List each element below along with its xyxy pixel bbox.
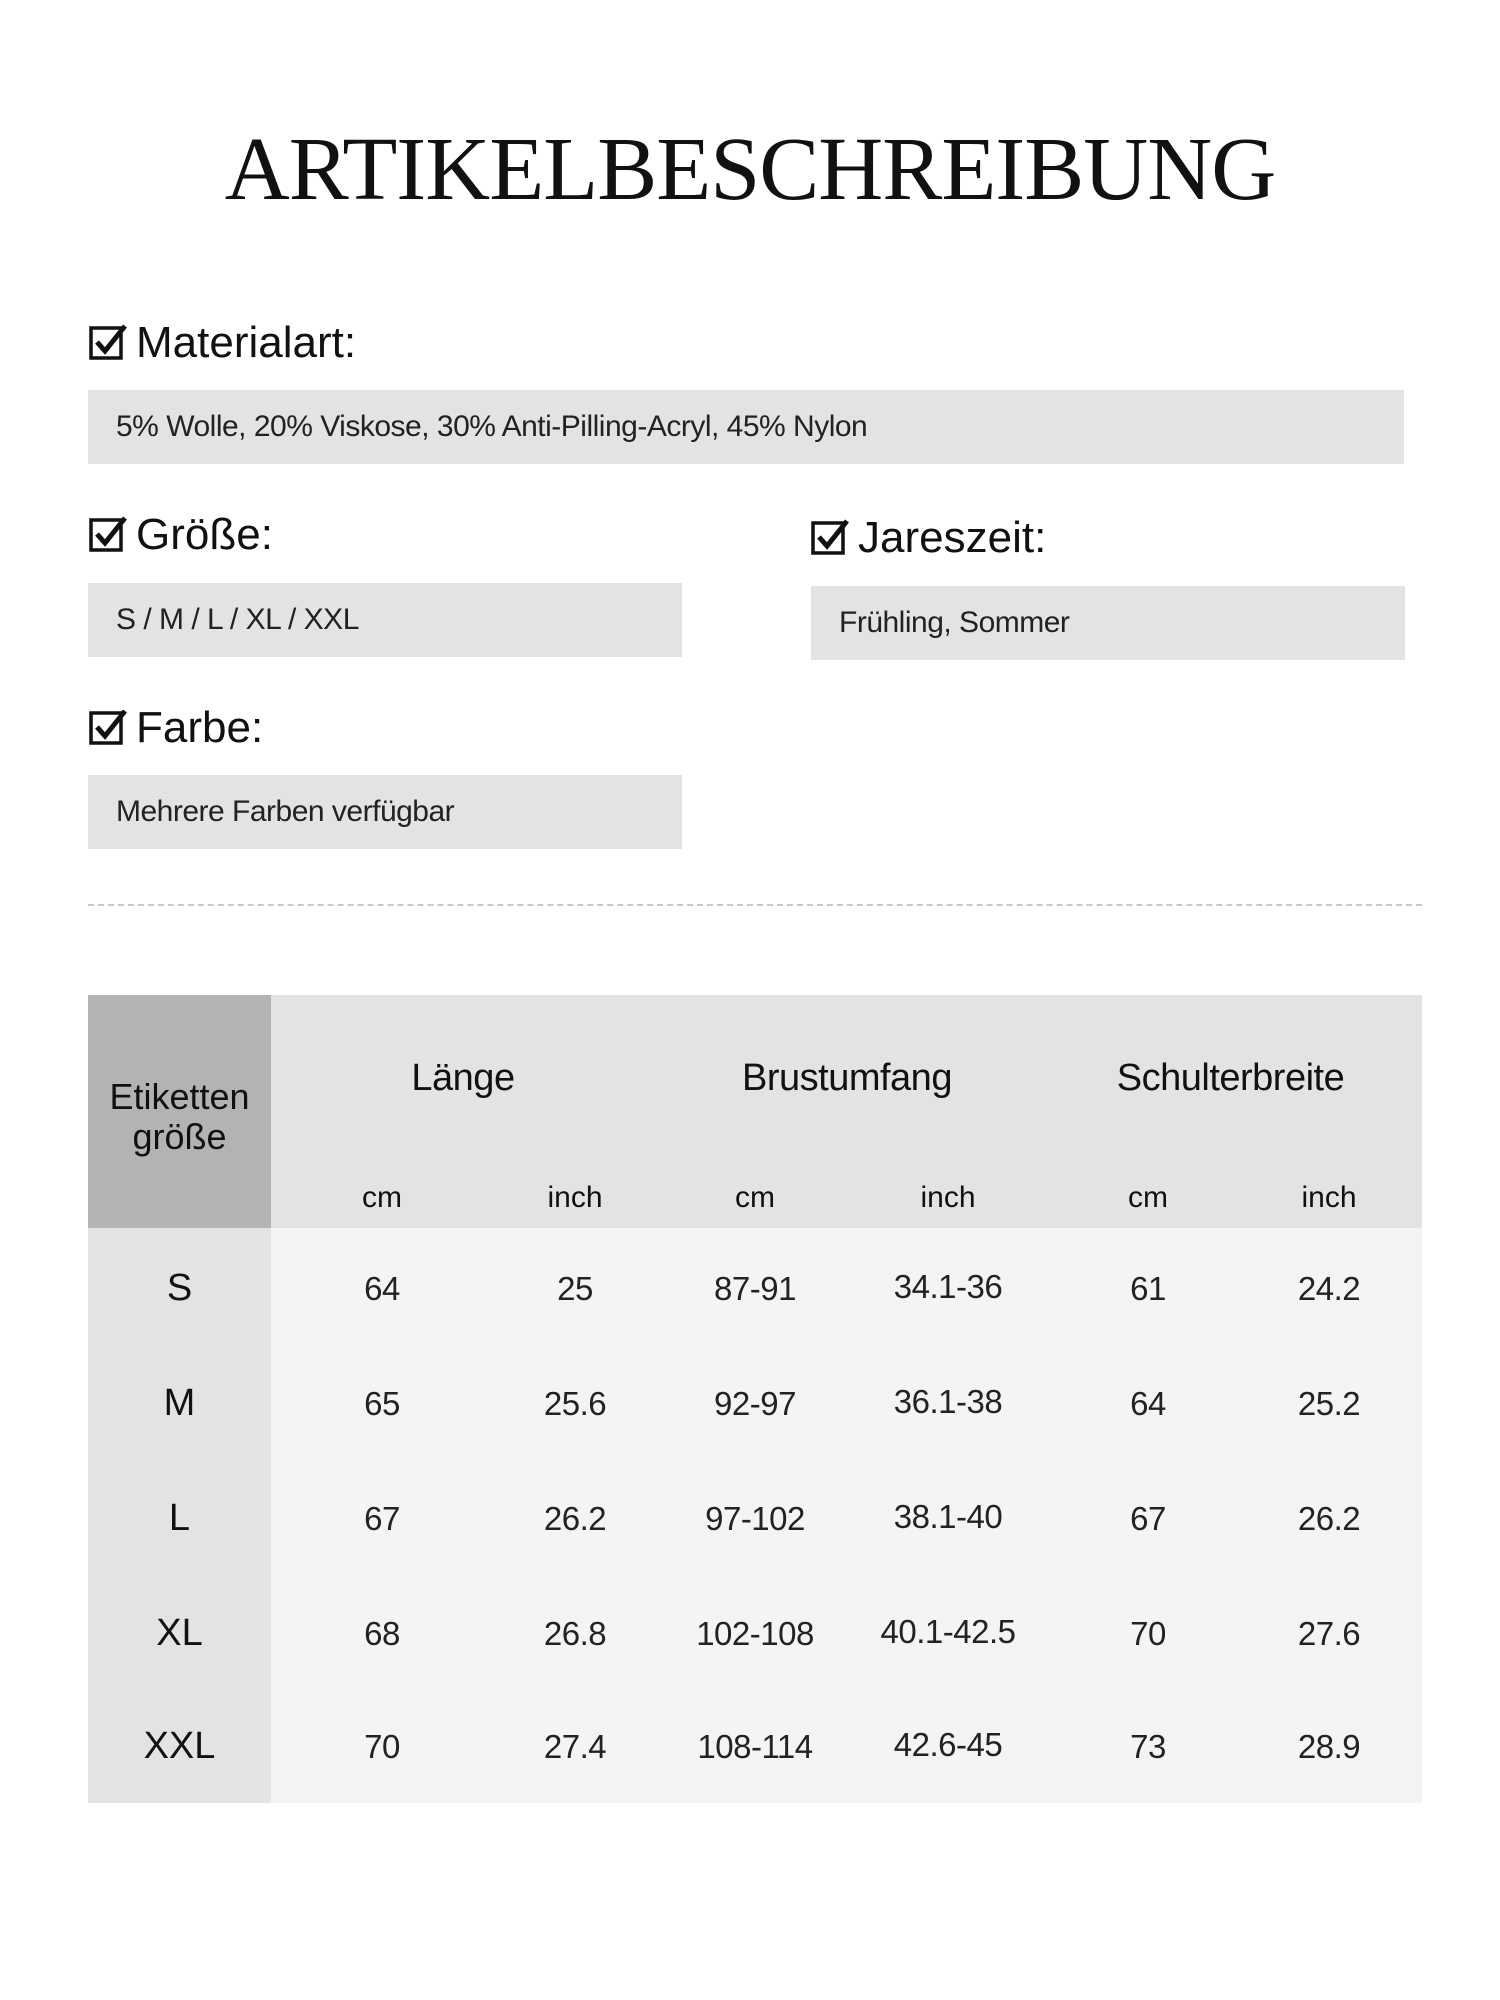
size-table [88,995,1422,1803]
table-cell: 65 [364,1385,400,1422]
table-cell: 64 [364,1270,400,1307]
table-cell: 42.6-45 [893,1726,1003,1763]
checkbox-checked-icon [88,323,128,363]
table-cell: 97-102 [705,1500,805,1537]
size-label-header [88,995,271,1228]
table-cell: 26.2 [543,1500,607,1537]
table-cell: 27.4 [543,1728,607,1765]
row-label: S [166,1267,193,1309]
unit-header: inch [920,1181,976,1214]
row-label: L [168,1497,191,1539]
unit-header: cm [1128,1181,1168,1214]
table-cell: 73 [1130,1728,1166,1765]
table-cell: 24.2 [1297,1270,1361,1307]
table-cell: 28.9 [1297,1728,1361,1765]
group-header-chest: Brustumfang [742,1057,952,1099]
group-header-length: Länge [411,1057,515,1099]
size-label: Größe: [136,510,273,559]
size-heading [88,510,273,560]
table-cell: 26.2 [1297,1500,1361,1537]
color-value: Mehrere Farben verfügbar [116,795,455,828]
color-heading [88,703,263,753]
table-cell: 61 [1130,1270,1166,1307]
material-value: 5% Wolle, 20% Viskose, 30% Anti-Pilling-Acryl, 45% Nylon [116,410,868,443]
table-cell: 108-114 [697,1728,813,1765]
table-cell: 92-97 [714,1385,796,1422]
material-heading [88,318,356,368]
season-heading [810,513,1046,563]
unit-header: inch [1301,1181,1357,1214]
material-label: Materialart: [136,318,357,367]
table-cell: 87-91 [714,1270,796,1307]
table-cell: 64 [1130,1385,1166,1422]
checkbox-checked-icon [88,708,128,748]
table-cell: 26.8 [543,1615,607,1652]
unit-header: cm [362,1181,402,1214]
season-label: Jareszeit: [858,513,1047,562]
table-cell: 67 [364,1500,400,1537]
unit-header: inch [547,1181,603,1214]
table-cell: 25.6 [543,1385,607,1422]
table-cell: 25.2 [1297,1385,1361,1422]
page-title: ARTIKELBESCHREIBUNG [224,120,1276,219]
row-label: M [163,1382,196,1424]
table-cell: 68 [364,1615,400,1652]
table-cell: 25 [557,1270,593,1307]
size-value: S / M / L / XL / XXL [116,603,359,636]
material-value-box [88,390,1404,464]
table-cell: 38.1-40 [893,1498,1003,1535]
checkbox-checked-icon [88,515,128,555]
color-value-box [88,775,682,849]
table-cell: 67 [1130,1500,1166,1537]
size-value-box [88,583,682,657]
season-value-box [811,586,1405,660]
table-cell: 102-108 [696,1615,814,1652]
section-divider [88,904,1422,906]
table-body [271,1228,1422,1803]
table-cell: 70 [1130,1615,1166,1652]
group-header-shoulder: Schulterbreite [1116,1057,1345,1099]
row-label: XXL [143,1725,216,1767]
checkbox-checked-icon [810,518,850,558]
unit-header: cm [735,1181,775,1214]
size-label-header-text: Etiketten größe [109,1075,250,1157]
table-cell: 34.1-36 [893,1268,1003,1305]
season-value: Frühling, Sommer [839,606,1070,639]
color-label: Farbe: [136,703,264,752]
row-label: XL [156,1612,203,1654]
table-header [271,995,1422,1228]
table-cell: 36.1-38 [893,1383,1003,1420]
table-cell: 27.6 [1297,1615,1361,1652]
table-cell: 70 [364,1728,400,1765]
table-cell: 40.1-42.5 [880,1613,1016,1650]
